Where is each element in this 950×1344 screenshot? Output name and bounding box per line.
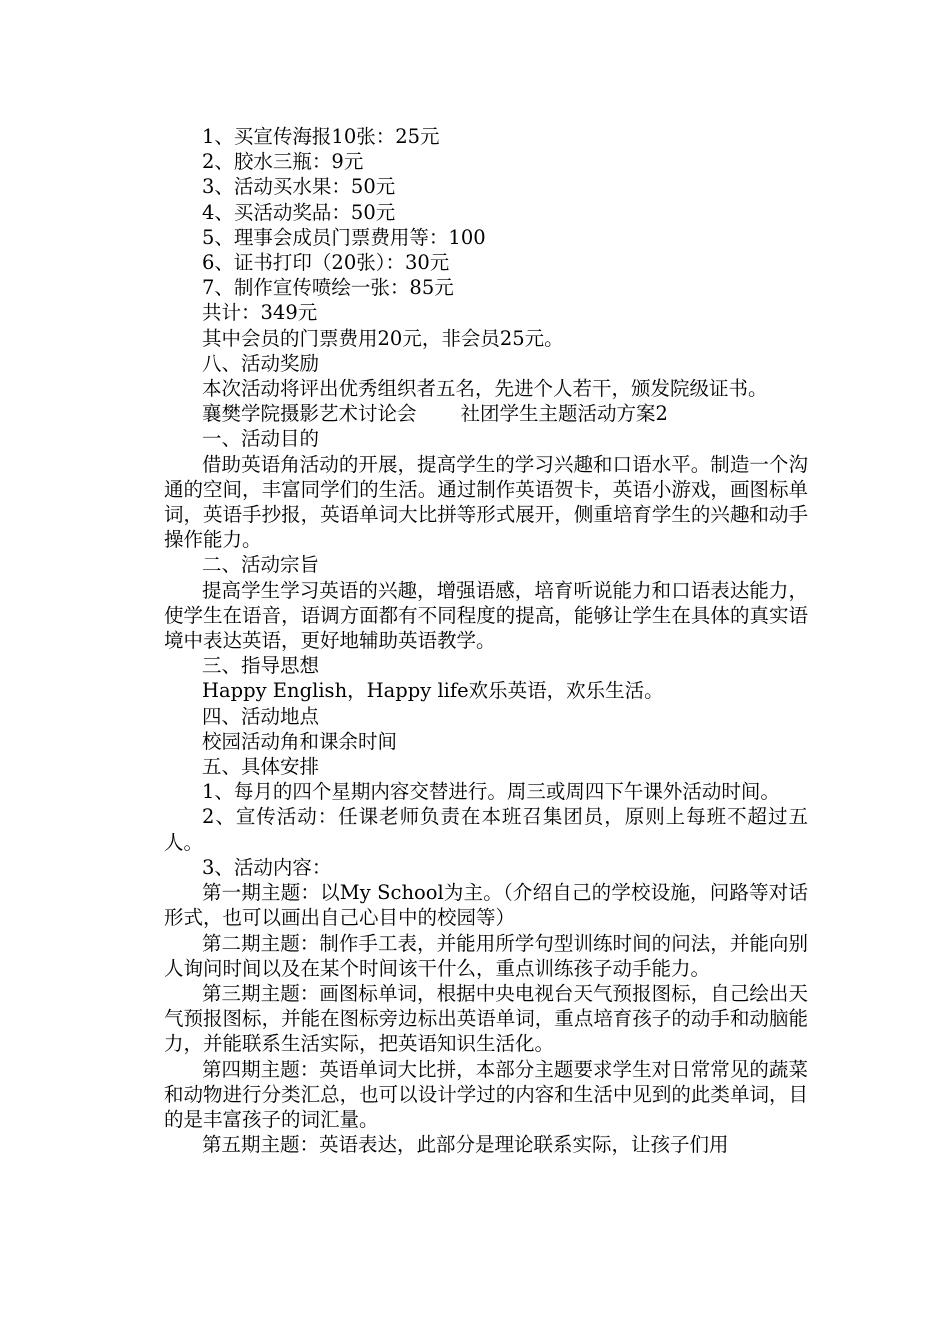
budget-item-5: 5、理事会成员门票费用等：100	[202, 225, 486, 249]
section-heading-purpose: 一、活动目的	[202, 427, 320, 451]
arrangement-item-3: 3、活动内容：	[202, 855, 332, 879]
plan-title-left: 襄樊学院摄影艺术讨论会	[202, 402, 417, 426]
section-heading-aim: 二、活动宗旨	[202, 553, 320, 577]
budget-item-6: 6、证书打印（20张）：30元	[202, 251, 450, 275]
plan-title-line	[164, 401, 808, 426]
rewards-paragraph: 本次活动将评出优秀组织者五名，先进个人若干，颁发院级证书。	[202, 377, 768, 401]
theme-phase-5: 第五期主题：英语表达，此部分是理论联系实际，让孩子们用	[202, 1133, 729, 1157]
theme-phase-3: 第三期主题：画图标单词，根据中央电视台天气预报图标，自己绘出天气预报图标，并能在图标旁边标出英语单词，重点培育孩子的动手和动脑能力，并能联系生活实际，把英语知识生活化。	[164, 981, 808, 1056]
section-heading-guiding-idea: 三、指导思想	[202, 654, 320, 678]
arrangement-item-1: 1、每月的四个星期内容交替进行。周三或周四下午课外活动时间。	[202, 780, 780, 804]
section-heading-location: 四、活动地点	[202, 704, 320, 728]
ticket-fee-note: 其中会员的门票费用20元，非会员25元。	[202, 326, 564, 350]
budget-item-7: 7、制作宣传喷绘一张：85元	[202, 276, 454, 300]
budget-item-4: 4、买活动奖品：50元	[202, 200, 396, 224]
plan-title-right: 社团学生主题活动方案2	[460, 402, 668, 426]
guiding-idea-paragraph: Happy English，Happy life欢乐英语，欢乐生活。	[202, 679, 664, 703]
theme-phase-2: 第二期主题：制作手工表，并能用所学句型训练时间的问法，并能向别人询问时间以及在某个时间该干什么，重点训练孩子动手能力。	[164, 931, 808, 980]
budget-item-3: 3、活动买水果：50元	[202, 175, 396, 199]
theme-phase-1: 第一期主题：以My School为主。（介绍自己的学校设施，问路等对话形式，也可以画出自己心目中的校园等）	[164, 881, 808, 930]
aim-paragraph: 提高学生学习英语的兴趣，增强语感，培育听说能力和口语表达能力，使学生在语音，语调方面都有不同程度的提高，能够让学生在具体的真实语境中表达英语，更好地辅助英语教学。	[164, 578, 808, 653]
arrangement-item-2: 2、宣传活动：任课老师负责在本班召集团员，原则上每班不超过五人。	[164, 805, 808, 854]
budget-item-1: 1、买宣传海报10张：25元	[202, 125, 440, 148]
purpose-paragraph: 借助英语角活动的开展，提高学生的学习兴趣和口语水平。制造一个沟通的空间，丰富同学们的生活。通过制作英语贺卡，英语小游戏，画图标单词，英语手抄报，英语单词大比拼等形式展开，侧重培育学生的兴趣和动手操作能力。	[164, 452, 808, 552]
budget-total: 共计：349元	[202, 301, 318, 325]
section-heading-rewards: 八、活动奖励	[202, 351, 320, 375]
document-body	[164, 124, 808, 1157]
section-heading-arrangement: 五、具体安排	[202, 755, 320, 779]
theme-phase-4: 第四期主题：英语单词大比拼，本部分主题要求学生对日常常见的蔬菜和动物进行分类汇总，也可以设计学过的内容和生活中见到的此类单词，目的是丰富孩子的词汇量。	[164, 1057, 808, 1131]
budget-item-2: 2、胶水三瓶：9元	[202, 150, 364, 174]
location-paragraph: 校园活动角和课余时间	[202, 729, 398, 753]
